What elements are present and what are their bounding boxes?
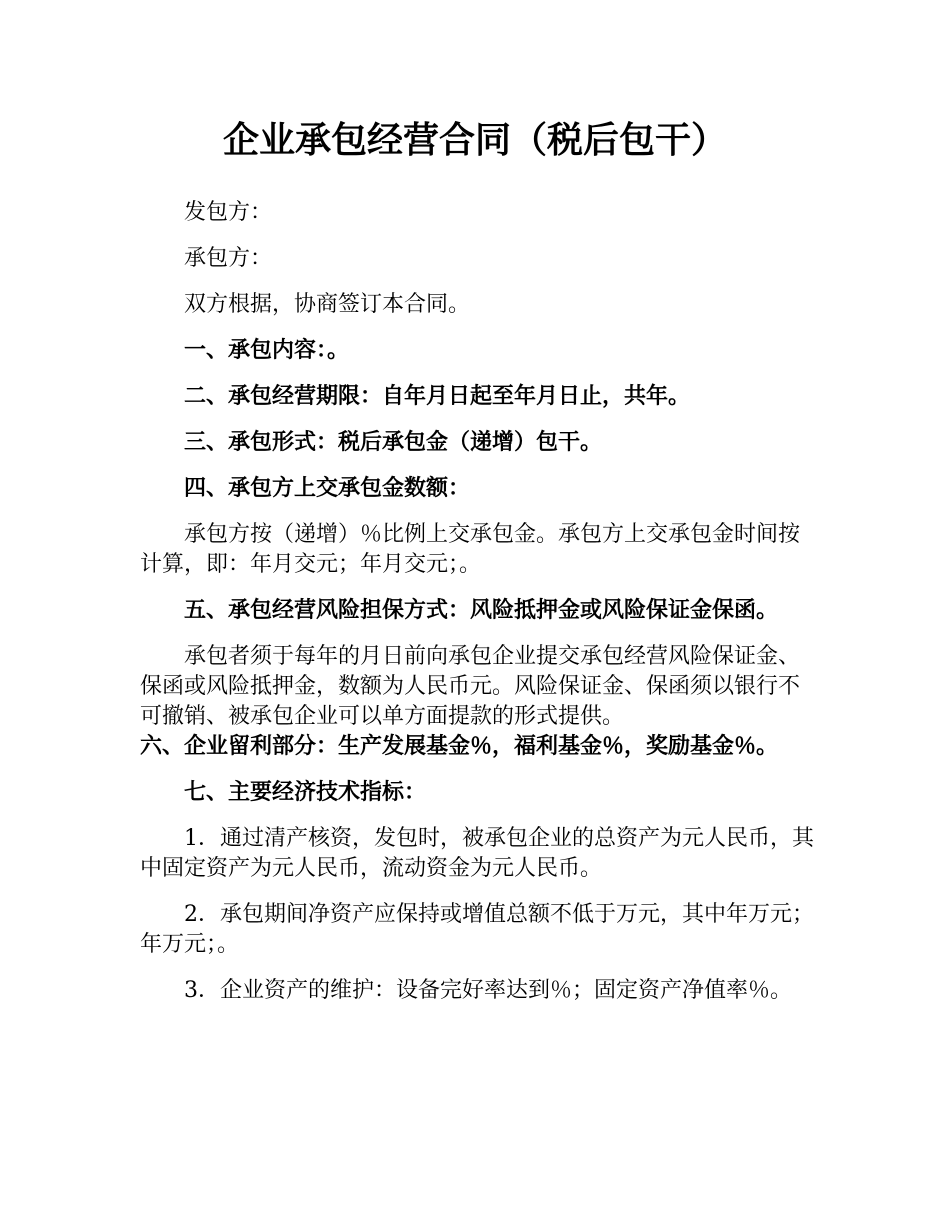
section-2-heading: 二、承包经营期限：自年月日起至年月日止，共年。	[184, 384, 691, 409]
section-1-heading: 一、承包内容：。	[184, 338, 350, 363]
party-b-line: 承包方：	[184, 246, 273, 271]
section-7-item-3: 3．企业资产的维护：设备完好率达到％；固定资产净值率％。	[184, 978, 792, 1003]
section-5-body: 承包者须于每年的月日前向承包企业提交承包经营风险保证金、保函或风险抵押金，数额为人民币元。风险保证金、保函须以银行不可撤销、被承包企业可以单方面提款的形式提供。	[140, 644, 801, 729]
section-7-heading: 七、主要经济技术指标：	[184, 780, 427, 805]
section-4-body: 承包方按（递增）％比例上交承包金。承包方上交承包金时间按计算，即：年月交元；年月交元；。	[140, 522, 801, 577]
section-4-heading: 四、承包方上交承包金数额：	[184, 476, 471, 501]
section-5-heading: 五、承包经营风险担保方式：风险抵押金或风险保证金保函。	[184, 598, 779, 623]
document-body	[140, 198, 816, 1022]
preamble: 双方根据，协商签订本合同。	[184, 292, 471, 317]
document-title: 企业承包经营合同（税后包干）	[222, 120, 727, 161]
section-7-item-2: 2．承包期间净资产应保持或增值总额不低于万元，其中年万元；年万元；。	[140, 902, 814, 957]
section-6-heading: 六、企业留利部分：生产发展基金％，福利基金％，奖励基金％。	[140, 734, 779, 759]
section-7-item-1: 1．通过清产核资，发包时，被承包企业的总资产为元人民币，其中固定资产为元人民币，流动资金为元人民币。	[140, 826, 814, 881]
party-a-line: 发包方：	[184, 200, 273, 225]
section-3-heading: 三、承包形式：税后承包金（递增）包干。	[184, 430, 603, 455]
